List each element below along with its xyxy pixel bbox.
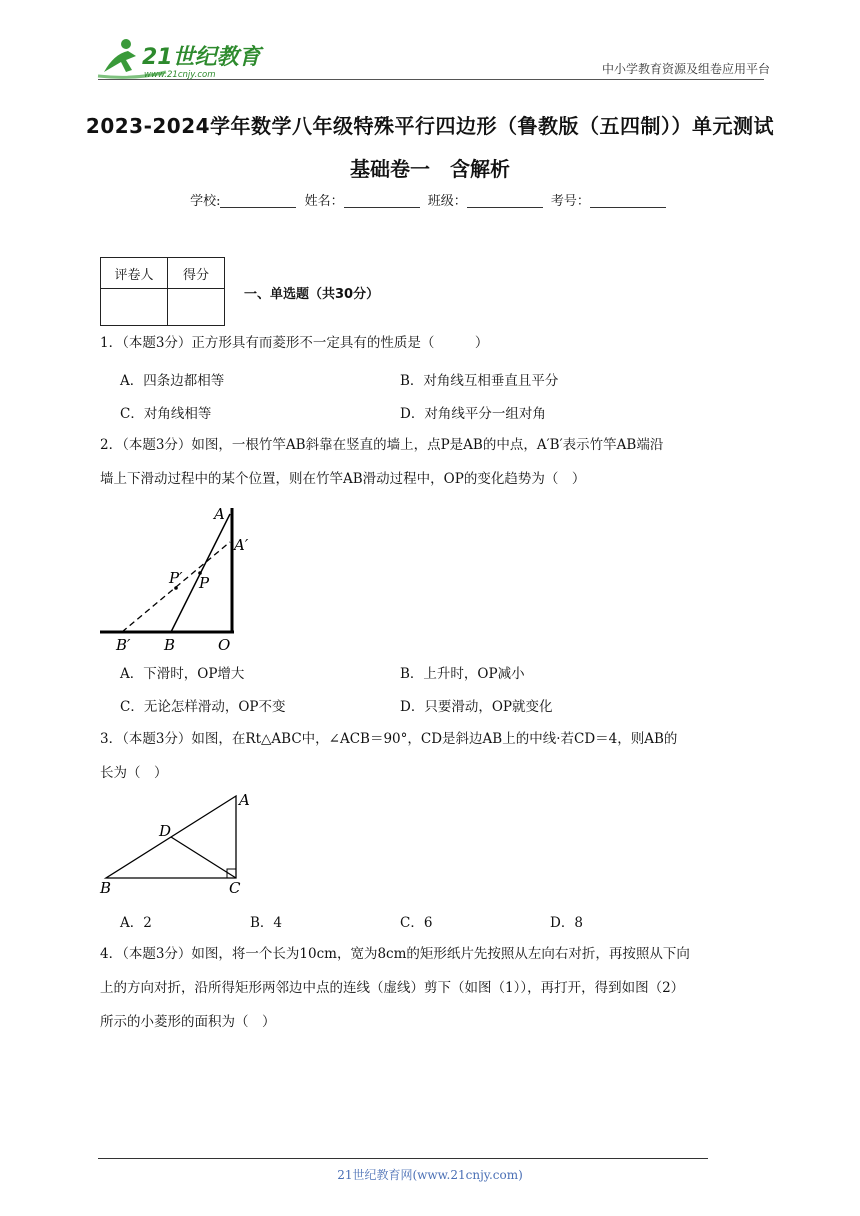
grader-header: 评卷人 (101, 258, 168, 289)
label-o: O (218, 636, 231, 654)
grader-cell[interactable] (101, 289, 168, 326)
school-blank[interactable] (220, 193, 296, 208)
q2-option-c[interactable]: C．无论怎样滑动，OP不变 (120, 699, 286, 715)
q3-triangle-figure (96, 786, 266, 902)
question-3-stem-line1: 3．（本题3分）如图，在Rt△ABC中，∠ACB＝90°，CD是斜边AB上的中线·若CD＝4，则AB的 (100, 731, 678, 747)
label-b-prime: B′ (116, 636, 131, 654)
label-p: P (199, 574, 210, 592)
q3-option-c[interactable]: C．6 (400, 915, 433, 931)
student-info-row (100, 190, 760, 209)
question-3-stem-line2: 长为（ ） (100, 765, 168, 781)
label-a: A (214, 505, 225, 523)
footer-divider (98, 1158, 708, 1159)
footer-link[interactable]: 21世纪教育网(www.21cnjy.com) (337, 1168, 523, 1182)
header-platform-text: 中小学教育资源及组卷应用平台 (601, 62, 770, 76)
q3-option-a[interactable]: A．2 (120, 915, 152, 931)
question-4-stem-line2: 上的方向对折，沿所得矩形两邻边中点的连线（虚线）剪下（如图（1）），再打开，得到如图（2） (100, 980, 685, 996)
q1-option-b[interactable]: B．对角线互相垂直且平分 (400, 373, 559, 389)
q1-option-d[interactable]: D．对角线平分一组对角 (400, 406, 546, 422)
school-label: 学校: (190, 194, 221, 209)
label-b: B (164, 636, 176, 654)
label-a-prime: A′ (234, 536, 249, 554)
logo-url: www.21cnjy.com (144, 70, 216, 80)
q2-option-b[interactable]: B．上升时，OP减小 (400, 666, 525, 682)
score-table (100, 257, 225, 326)
site-logo (96, 34, 266, 82)
class-label: 班级： (427, 194, 467, 209)
question-2-stem-line2: 墙上下滑动过程中的某个位置，则在竹竿AB滑动过程中，OP的变化趋势为（ ） (100, 471, 586, 487)
label-c: C (229, 879, 241, 897)
name-label: 姓名： (304, 194, 344, 209)
q2-ladder-figure (96, 500, 266, 660)
page-subtitle: 基础卷一 含解析 (350, 157, 510, 181)
exam-no-blank[interactable] (590, 193, 666, 208)
question-2-stem-line1: 2．（本题3分）如图，一根竹竿AB斜靠在竖直的墙上，点P是AB的中点，A′B′表示竹竿AB端沿 (100, 437, 664, 453)
question-1-stem: 1．（本题3分）正方形具有而菱形不一定具有的性质是（ ） (100, 335, 489, 351)
label-a: A (239, 791, 250, 809)
q3-option-b[interactable]: B．4 (250, 915, 283, 931)
header-divider (98, 79, 764, 80)
page-title: 2023-2024学年数学八年级特殊平行四边形（鲁教版（五四制））单元测试 (85, 114, 775, 138)
logo-text: 21世纪教育 (142, 45, 261, 70)
class-blank[interactable] (467, 193, 543, 208)
q1-option-c[interactable]: C．对角线相等 (120, 406, 212, 422)
q2-option-a[interactable]: A．下滑时，OP增大 (120, 666, 245, 682)
q2-option-d[interactable]: D．只要滑动，OP就变化 (400, 699, 553, 715)
name-blank[interactable] (344, 193, 420, 208)
label-b: B (100, 879, 112, 897)
question-4-stem-line1: 4．（本题3分）如图，将一个长为10cm，宽为8cm的矩形纸片先按照从左向右对折，再按照从下向 (100, 946, 690, 962)
score-cell[interactable] (168, 289, 225, 326)
exam-no-label: 考号： (550, 194, 590, 209)
q3-option-d[interactable]: D．8 (550, 915, 583, 931)
q1-option-a[interactable]: A．四条边都相等 (120, 373, 225, 389)
question-4-stem-line3: 所示的小菱形的面积为（ ） (100, 1014, 276, 1030)
section-title: 一、单选题（共30分） (244, 287, 380, 302)
label-p-prime: P′ (169, 569, 183, 587)
label-d: D (159, 822, 172, 840)
score-header: 得分 (168, 258, 225, 289)
